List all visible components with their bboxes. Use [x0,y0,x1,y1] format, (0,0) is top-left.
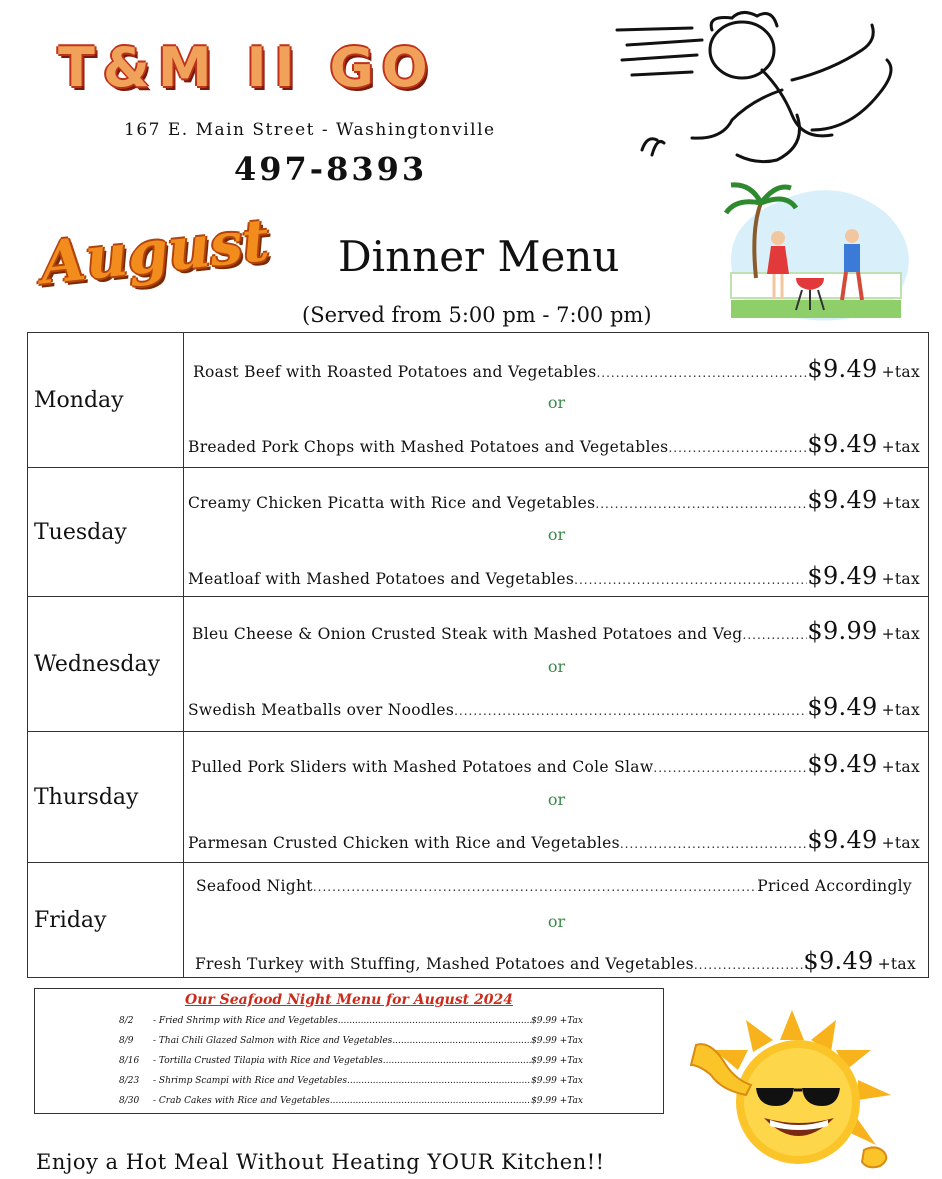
day-label: Thursday [28,732,184,862]
phone-number: 497-8393 [234,150,428,188]
item-tax: +tax [881,834,920,852]
running-man-illustration [612,10,912,170]
seafood-date: 8/16 [119,1056,140,1066]
seafood-date: 8/2 [119,1016,134,1026]
leader-dots [596,363,807,381]
item-name: Breaded Pork Chops with Mashed Potatoes and Vegetables [188,438,669,456]
item-name: Parmesan Crusted Chicken with Rice and Vegetables [188,834,620,852]
sun-with-sunglasses-illustration [686,1010,898,1178]
item-tax: +tax [881,494,920,512]
seafood-menu-title: Our Seafood Night Menu for August 2024 [185,992,513,1008]
item-name: Bleu Cheese & Onion Crusted Steak with Mashed Potatoes and Veg [192,625,743,643]
item-name: Fresh Turkey with Stuffing, Mashed Potatoes and Vegetables [195,955,694,973]
item-name: Roast Beef with Roasted Potatoes and Vegetables [193,363,597,381]
day-label: Monday [28,333,184,467]
menu-item [188,430,920,456]
seafood-price: $9.99 +Tax [531,1076,583,1086]
seafood-name: - Tortilla Crusted Tilapia with Rice and Vegetables [153,1056,383,1066]
menu-item [188,562,920,588]
item-price: $9.49 [803,947,874,975]
bbq-illustration [716,178,916,328]
item-price: $9.49 [807,826,878,854]
menu-item [195,947,916,973]
menu-item [191,750,920,776]
item-name: Creamy Chicken Picatta with Rice and Vegetables [188,494,596,512]
leader-dots [694,955,804,973]
seafood-name: - Thai Chili Glazed Salmon with Rice and Vegetables [153,1036,393,1046]
seafood-date: 8/23 [119,1076,140,1086]
menu-item [192,617,920,643]
footer-tagline: Enjoy a Hot Meal Without Heating YOUR Kitchen!! [36,1150,605,1174]
or-divider: or [547,525,566,544]
item-tax: +tax [881,758,920,776]
or-divider: or [547,393,566,412]
seafood-item [119,1076,583,1086]
menu-item [188,693,920,719]
seafood-night-menu [34,988,664,1114]
leader-dots [653,758,807,776]
menu-row-monday [28,333,928,467]
menu-item [196,877,912,903]
or-divider: or [547,912,566,931]
seafood-name: - Shrimp Scampi with Rice and Vegetables [153,1076,347,1086]
seafood-price: $9.99 +Tax [531,1096,583,1106]
item-price: $9.49 [807,355,878,383]
day-label: Friday [28,863,184,978]
day-label: Tuesday [28,468,184,596]
seafood-item [119,1016,583,1026]
leader-dots [330,1096,531,1106]
item-tax: +tax [877,955,916,973]
seafood-name: - Crab Cakes with Rice and Vegetables [153,1096,330,1106]
day-label: Wednesday [28,597,184,731]
address: 167 E. Main Street - Washingtonville [124,120,496,140]
seafood-date: 8/9 [119,1036,134,1046]
menu-row-thursday [28,731,928,862]
item-tax: +tax [881,570,920,588]
seafood-item [119,1056,583,1066]
item-tax: +tax [881,363,920,381]
seafood-price: $9.99 +Tax [531,1056,583,1066]
dinner-menu-table [27,332,929,978]
seafood-item [119,1096,583,1106]
leader-dots [595,494,807,512]
seafood-item [119,1036,583,1046]
item-price: $9.49 [807,693,878,721]
menu-item [188,826,920,852]
menu-row-tuesday [28,467,928,596]
seafood-price: $9.99 +Tax [531,1016,583,1026]
menu-title: Dinner Menu [338,232,620,281]
menu-item [188,486,920,512]
item-price: $9.49 [807,750,878,778]
menu-row-wednesday [28,596,928,731]
menu-row-friday [28,862,928,978]
restaurant-logo: T&M II GO [58,36,436,99]
item-price: $9.49 [807,430,878,458]
leader-dots [620,834,808,852]
leader-dots [574,570,807,588]
item-tax: +tax [881,701,920,719]
leader-dots [392,1036,531,1046]
seafood-name: - Fried Shrimp with Rice and Vegetables [153,1016,338,1026]
item-price: $9.49 [807,486,878,514]
item-name: Swedish Meatballs over Noodles [188,701,455,719]
leader-dots [383,1056,531,1066]
item-name: Pulled Pork Sliders with Mashed Potatoes and Cole Slaw [191,758,654,776]
leader-dots [668,438,807,456]
item-name: Seafood Night [196,877,313,895]
leader-dots [454,701,807,719]
item-tax: +tax [881,438,920,456]
leader-dots [313,877,757,895]
item-price: Priced Accordingly [757,877,912,895]
leader-dots [347,1076,531,1086]
menu-item [193,355,920,381]
month-title: August [37,205,273,298]
item-name: Meatloaf with Mashed Potatoes and Vegetables [188,570,575,588]
leader-dots [743,625,808,643]
item-price: $9.99 [807,617,878,645]
seafood-date: 8/30 [119,1096,140,1106]
leader-dots [338,1016,531,1026]
item-tax: +tax [881,625,920,643]
item-price: $9.49 [807,562,878,590]
or-divider: or [547,657,566,676]
serving-hours: (Served from 5:00 pm - 7:00 pm) [302,303,652,327]
or-divider: or [547,790,566,809]
seafood-price: $9.99 +Tax [531,1036,583,1046]
